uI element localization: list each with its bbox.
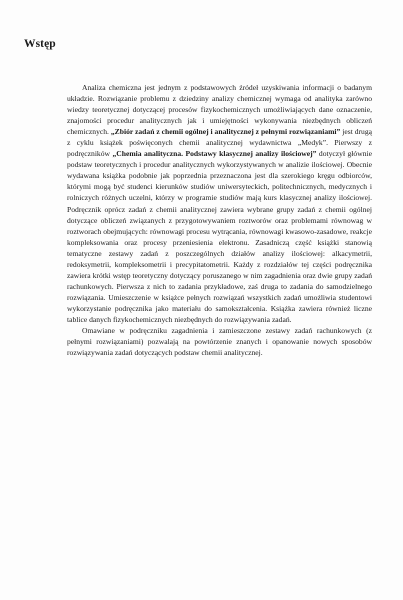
text-run: dotyczył głównie podstaw teoretycznych i procedur analitycznych wykorzystywanych w analizie ilościowej. Obecnie wydawana książka podobnie jak poprzednia przeznaczona jest dla szerokiego kręgu odbiorców, którymi mogą być studenci kierunków studiów uniwersyteckich, politechnicznych, medycznych i rolniczych różnych uczelni, którzy w programie studiów mają kurs klasycznej analizy ilościowej. Podręcznik oprócz zadań z chemii analitycznej zawiera wybrane grupy zadań z chemii ogólnej dotyczące obliczeń związanych z przygotowywaniem roztworów oraz problemami równowag w roztworach obejmujących: równowagi procesu wytrącania, równowagi kwasowo-zasadowe, reakcje kompleksowania oraz procesy przeniesienia elektronu. Zasadniczą część książki stanowią tematyczne zestawy zadań z poszczególnych działów analizy ilościowej: alkacymetrii, redoksymetrii, kompleksometrii i precypitatometrii. Każdy z rozdziałów tej części podręcznika zawiera krótki wstęp teoretyczny dotyczący poruszanego w nim zagadnienia oraz dwie grupy zadań rachunkowych. Pierwsza z nich to zadania przykładowe, zaś druga to zadania do samodzielnego rozwiązania. Umieszczenie w książce pełnych rozwiązań wszystkich zadań umożliwia studentowi wykorzystanie podręcznika jako materiału do samokształcenia. Książka zawiera również liczne tablice danych fizykochemicznych niezbędnych do rozwiązywania zadań.	[67, 149, 372, 324]
body-text	[67, 82, 372, 358]
text-run: Omawiane w podręczniku zagadnienia i zamieszczone zestawy zadań rachunkowych (z pełnymi rozwiązaniami) pozwalają na powtórzenie znanych i opanowanie nowych sposobów rozwiązywania zadań dotyczących podstaw chemii analitycznej.	[67, 326, 372, 358]
section-heading: Wstęp	[24, 38, 56, 50]
paragraph	[67, 82, 372, 325]
paragraph	[67, 325, 372, 358]
bold-title-run: „Zbiór zadań z chemii ogólnej i analitycznej z pełnymi rozwiązaniami”	[110, 127, 341, 137]
bold-title-run: „Chemia analityczna. Podstawy klasycznej analizy ilościowej”	[112, 149, 317, 159]
text-run: jest drugą z cyklu książek poświęconych chemii analitycznej wydawnictwa „Medyk”. Pierwszy z podręczników	[67, 127, 373, 159]
text-run: Analiza chemiczna jest jednym z podstawowych źródeł uzyskiwania informacji o badanym układzie. Rozwiązanie problemu z dziedziny analizy chemicznej wymaga od analityka zarówno wiedzy teoretycznej dotyczącej procesów fizykochemicznych umożliwiających dane oznaczenie, znajomości procedur analitycznych jak i umiejętności wykonywania niezbędnych obliczeń chemicznych.	[67, 83, 372, 137]
